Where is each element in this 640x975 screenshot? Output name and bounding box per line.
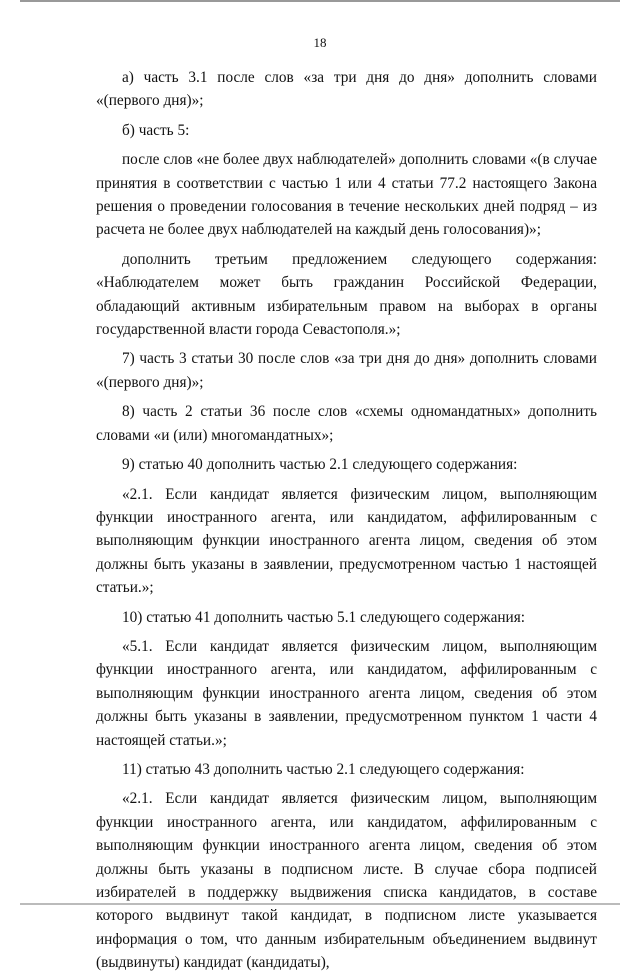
paragraph-10-content: «5.1. Если кандидат является физическим лицом, выполняющим функции иностранного агента, или кандидатом, аффилированным с выполняющим функции иностранного агента лицом, сведения об этом должны быть указаны в заявлении, предусмотренном пунктом 1 части 4 настоящей статьи.»; [96,637,597,749]
paragraph-10: 10) статью 41 дополнить частью 5.1 следующего содержания: [122,608,526,626]
paragraph-9: 9) статью 40 дополнить частью 2.1 следующего содержания: [122,456,518,474]
paragraph-11: 11) статью 43 дополнить частью 2.1 следующего содержания: [122,760,525,778]
paragraph-a: а) часть 3.1 после слов «за три дня до дня» дополнить словами «(первого дня)»; [96,69,597,110]
page-number: 18 [313,35,327,50]
paragraph-b-third-sentence: дополнить третьим предложением следующего содержания: «Наблюдателем может быть гражданин Российской Федерации, обладающий активным избирательным правом на выборах в органы государственной власти города Севастополя.»; [96,250,597,339]
bottom-border-line [20,903,620,905]
top-border-line [20,0,620,2]
paragraph-7: 7) часть 3 статьи 30 после слов «за три дня до дня» дополнить словами «(первого дня)»; [96,350,597,391]
document-body [96,66,597,975]
paragraph-11-content: «2.1. Если кандидат является физическим лицом, выполняющим функции иностранного агента, или кандидатом, аффилированным с выполняющим функции иностранного агента лицом, сведения об этом должны быть указаны в подписном листе. В случае сбора подписей избирателей в поддержку выдвижения списка кандидатов, в составе которого выдвинут такой кандидат, в подписном листе указывается информация о том, что данным избирательным объединением выдвинут (выдвинуты) кандидат (кандидаты), [96,790,597,972]
paragraph-b: б) часть 5: [122,121,190,139]
paragraph-8: 8) часть 2 статьи 36 после слов «схемы одномандатных» дополнить словами «и (или) многомандатных»; [96,403,597,444]
paragraph-9-content: «2.1. Если кандидат является физическим лицом, выполняющим функции иностранного агента, или кандидатом, аффилированным с выполняющим функции иностранного агента лицом, сведения об этом должны быть указаны в заявлении, предусмотренном частью 1 настоящей статьи.»; [96,485,597,597]
paragraph-b-observers: после слов «не более двух наблюдателей» дополнить словами «(в случае принятия в соответствии с частью 1 или 4 статьи 77.2 настоящего Закона решения о проведении голосования в течение нескольких дней подряд – из расчета не более двух наблюдателей на каждый день голосования)»; [96,151,597,239]
